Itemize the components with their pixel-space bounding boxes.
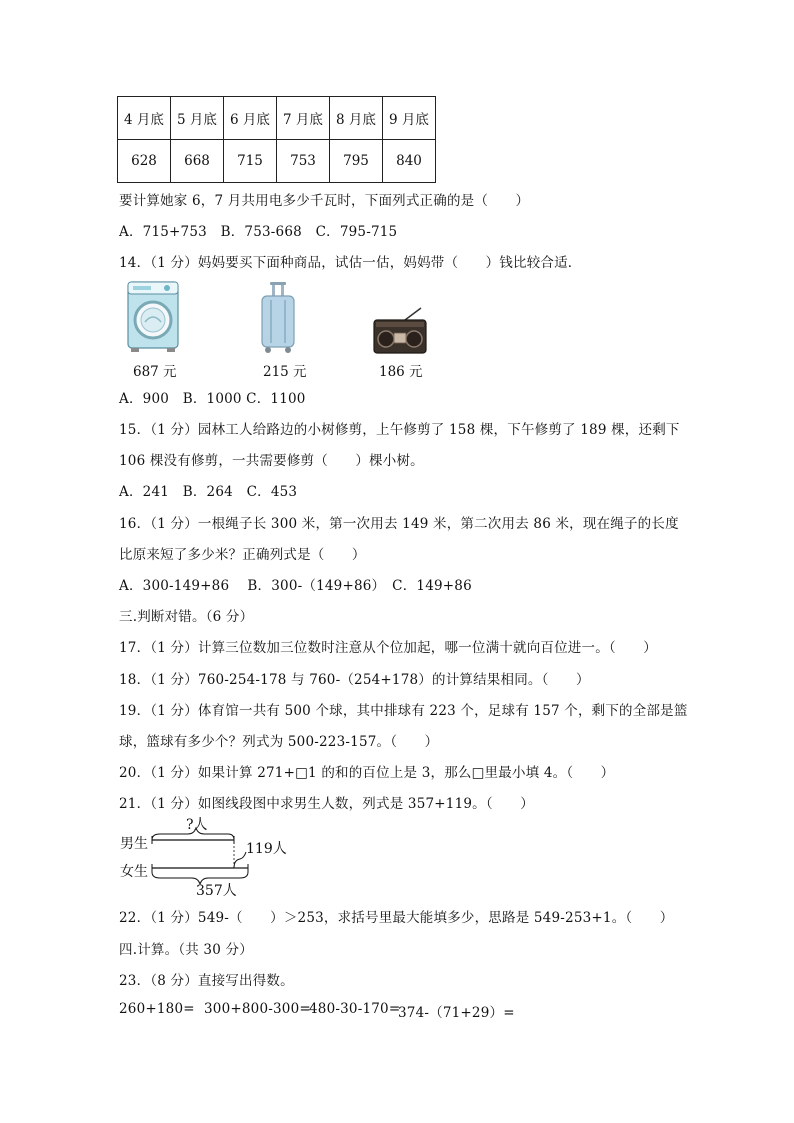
table-value-cell: 840	[383, 140, 436, 183]
table-value-cell: 668	[171, 140, 224, 183]
segment-diagram	[150, 826, 250, 886]
q14-options: A．900 B．1000 C．1100	[119, 391, 306, 407]
unknown-label: ?人	[186, 817, 208, 833]
table-value-cell: 628	[118, 140, 171, 183]
q13-stem: 要计算她家 6，7 月共用电多少千瓦时，下面列式正确的是（ ）	[119, 193, 530, 209]
q15-options: A．241 B．264 C．453	[119, 484, 298, 500]
q20: 20．（1 分）如果计算 271+□1 的和的百位上是 3，那么□里最小填 4。（ ）	[119, 765, 615, 781]
table-value-row	[118, 140, 436, 183]
q22: 22．（1 分）549-（ ）＞253，求括号里最大能填多少，思路是 549-253+1。（ ）	[119, 910, 674, 926]
difference-label: 119人	[246, 841, 287, 857]
q23-stem: 23．（8 分）直接写出得数。	[119, 973, 294, 989]
calc-expression: 300+800-300=	[204, 1001, 311, 1017]
q17: 17．（1 分）计算三位数加三位数时注意从个位加起，哪一位满十就向百位进一。（ ）	[119, 640, 657, 656]
q16-options: A．300-149+86 B．300-（149+86） C．149+86	[119, 578, 472, 594]
section-heading: 四.计算。（共 30 分）	[119, 942, 253, 958]
q14-stem: 14．（1 分）妈妈要买下面种商品，试估一估，妈妈带（ ）钱比较合适．	[119, 255, 582, 271]
q18: 18．（1 分）760-254-178 与 760-（254+178）的计算结果相同。（ ）	[119, 672, 590, 688]
washing-machine-icon	[125, 280, 181, 354]
table-value-cell: 753	[277, 140, 330, 183]
calc-expression: 374-（71+29）=	[398, 1005, 515, 1021]
q19-line: 球，篮球有多少个？列式为 500-223-157。（ ）	[119, 734, 439, 750]
table-header-cell: 9 月底	[383, 97, 436, 140]
q16-stem: 比原来短了多少米？正确列式是（ ）	[119, 547, 366, 563]
table-value-cell: 715	[224, 140, 277, 183]
q15-stem: 15．（1 分）园林工人给路边的小树修剪，上午修剪了 158 棵，下午修剪了 189 棵，还剩下	[119, 422, 680, 438]
electricity-table	[117, 96, 436, 183]
radio-icon	[371, 306, 429, 356]
q15-stem: 106 棵没有修剪，一共需要修剪（ ）棵小树。	[119, 453, 424, 469]
q21-stem: 21．（1 分）如图线段图中求男生人数，列式是 357+119。（ ）	[119, 796, 534, 812]
q19-line: 19．（1 分）体育馆一共有 500 个球，其中排球有 223 个，足球有 157 个，剩下的全部是篮	[119, 703, 688, 719]
girls-label: 女生	[120, 864, 148, 880]
table-header-cell: 7 月底	[277, 97, 330, 140]
table-header-cell: 5 月底	[171, 97, 224, 140]
total-label: 357人	[196, 883, 237, 899]
price-label: 186 元	[379, 364, 423, 380]
q16-stem: 16．（1 分）一根绳子长 300 米，第一次用去 149 米，第二次用去 86 米，现在绳子的长度	[119, 516, 679, 532]
table-header-row	[118, 97, 436, 140]
price-label: 215 元	[263, 364, 307, 380]
table-header-cell: 8 月底	[330, 97, 383, 140]
table-header-cell: 4 月底	[118, 97, 171, 140]
q13-options: A．715+753 B．753-668 C．795-715	[119, 224, 398, 240]
table-header-cell: 6 月底	[224, 97, 277, 140]
calc-expression: 480-30-170=	[309, 1001, 401, 1017]
table-value-cell: 795	[330, 140, 383, 183]
suitcase-icon	[258, 281, 298, 355]
section-heading: 三.判断对错。（6 分）	[119, 609, 254, 625]
boys-label: 男生	[120, 836, 148, 852]
price-label: 687 元	[133, 364, 177, 380]
calc-expression: 260+180=	[119, 1001, 195, 1017]
